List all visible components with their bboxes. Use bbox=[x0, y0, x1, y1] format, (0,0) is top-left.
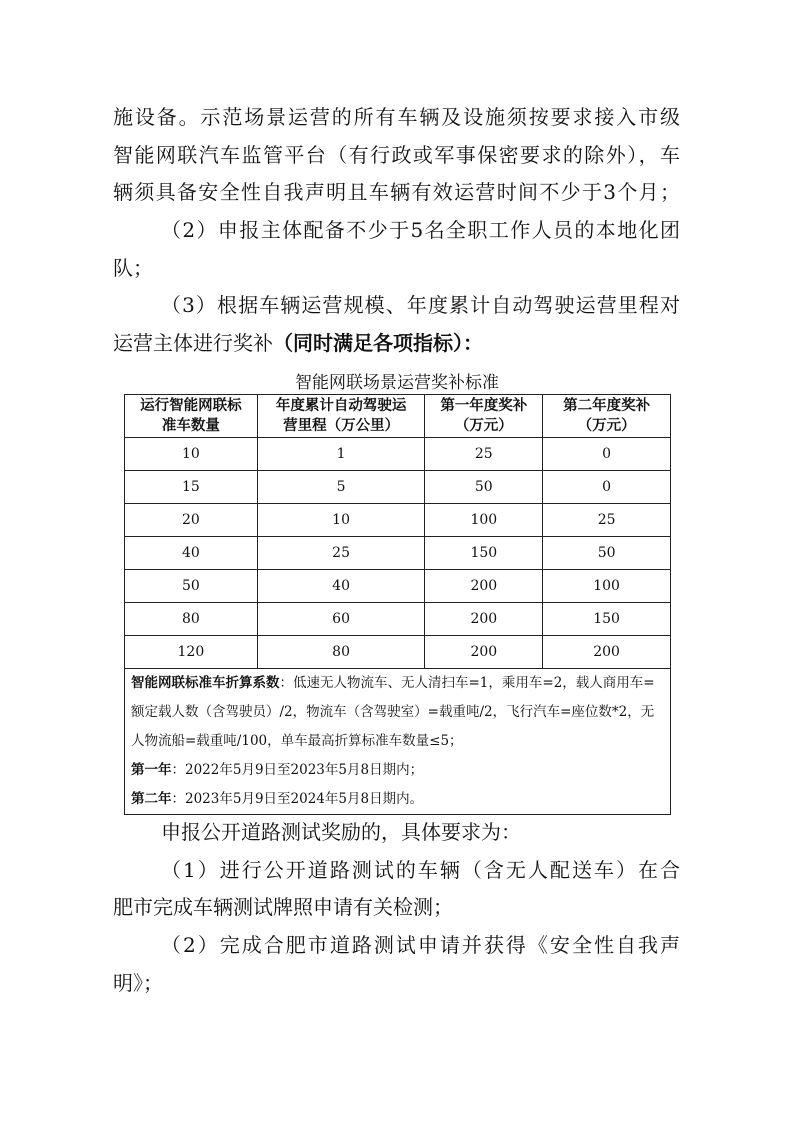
table-cell: 50 bbox=[425, 471, 543, 504]
table-cell: 150 bbox=[425, 537, 543, 570]
table-cell: 1 bbox=[257, 438, 425, 471]
paragraph-line: 智能网联汽车监管平台（有行政或军事保密要求的除外），车 bbox=[113, 142, 680, 167]
item-3-bold: （同时满足各项指标）： bbox=[273, 331, 483, 356]
table-cell: 80 bbox=[257, 636, 425, 669]
item-3-text: 运营主体进行奖补 bbox=[113, 331, 273, 356]
item-2-line: （2）申报主体配备不少于5名全职工作人员的本地化团 bbox=[161, 218, 680, 243]
subsidy-table bbox=[124, 394, 671, 815]
table-cell: 20 bbox=[125, 504, 258, 537]
table-cell: 0 bbox=[543, 438, 671, 471]
table-cell: 200 bbox=[543, 636, 671, 669]
table-cell: 25 bbox=[543, 504, 671, 537]
table-cell: 25 bbox=[257, 537, 425, 570]
paragraph-line: 明》； bbox=[113, 970, 163, 995]
notes-row bbox=[125, 669, 671, 815]
table-row bbox=[125, 636, 671, 669]
body-text-top bbox=[113, 99, 680, 363]
table-cell: 5 bbox=[257, 471, 425, 504]
item-2-line: 队； bbox=[113, 255, 153, 280]
table-cell: 200 bbox=[425, 603, 543, 636]
header-mileage: 年度累计自动驾驶运 营里程（万公里） bbox=[257, 395, 425, 438]
table-row bbox=[125, 438, 671, 471]
table-cell: 120 bbox=[125, 636, 258, 669]
table-row bbox=[125, 471, 671, 504]
table-cell: 25 bbox=[425, 438, 543, 471]
paragraph-line: 辆须具备安全性自我声明且车辆有效运营时间不少于3个月； bbox=[113, 180, 680, 205]
table-cell: 200 bbox=[425, 636, 543, 669]
paragraph-line: 施设备。示范场景运营的所有车辆及设施须按要求接入市级 bbox=[113, 105, 680, 129]
table-caption: 智能网联场景运营奖补标准 bbox=[295, 373, 499, 393]
body-text-bottom bbox=[113, 814, 680, 1002]
table-cell: 100 bbox=[543, 570, 671, 603]
table-row bbox=[125, 603, 671, 636]
table-cell: 40 bbox=[257, 570, 425, 603]
paragraph-line: 申报公开道路测试奖励的，具体要求为： bbox=[161, 820, 521, 844]
table-cell: 10 bbox=[257, 504, 425, 537]
table-cell: 40 bbox=[125, 537, 258, 570]
table-notes: 智能网联标准车折算系数：低速无人物流车、无人清扫车=1，乘用车=2，载人商用车=额定载人数（含驾驶员）/2，物流车（含驾驶室）=载重吨/2，飞行汽车=座位数*2，无人物流船=载重吨/100，单车最高折算标准车数量≤5； 第一年：2022年5月9日至2023年5月8日期内； 第二年：2023年5月9日至2024年5月8日期内。 bbox=[125, 669, 671, 815]
table-cell: 50 bbox=[125, 570, 258, 603]
table-cell: 60 bbox=[257, 603, 425, 636]
paragraph-line: 肥市完成车辆测试牌照申请有关检测； bbox=[113, 895, 453, 920]
item-3-line: （3）根据车辆运营规模、年度累计自动驾驶运营里程对 bbox=[161, 293, 680, 318]
paragraph-line: （1）进行公开道路测试的车辆（含无人配送车）在合 bbox=[161, 857, 680, 882]
table-row bbox=[125, 504, 671, 537]
table-cell: 15 bbox=[125, 471, 258, 504]
table-header-row bbox=[125, 395, 671, 438]
table-row bbox=[125, 537, 671, 570]
header-year2: 第二年度奖补 （万元） bbox=[543, 395, 671, 438]
paragraph-line: （2）完成合肥市道路测试申请并获得《安全性自我声 bbox=[161, 933, 680, 958]
table-cell: 50 bbox=[543, 537, 671, 570]
item-3-line bbox=[113, 325, 680, 363]
table-cell: 0 bbox=[543, 471, 671, 504]
table-cell: 150 bbox=[543, 603, 671, 636]
table-cell: 200 bbox=[425, 570, 543, 603]
table-cell: 10 bbox=[125, 438, 258, 471]
header-vehicle-count: 运行智能网联标 准车数量 bbox=[125, 395, 258, 438]
header-year1: 第一年度奖补 （万元） bbox=[425, 395, 543, 438]
table-cell: 80 bbox=[125, 603, 258, 636]
table-row bbox=[125, 570, 671, 603]
table-cell: 100 bbox=[425, 504, 543, 537]
